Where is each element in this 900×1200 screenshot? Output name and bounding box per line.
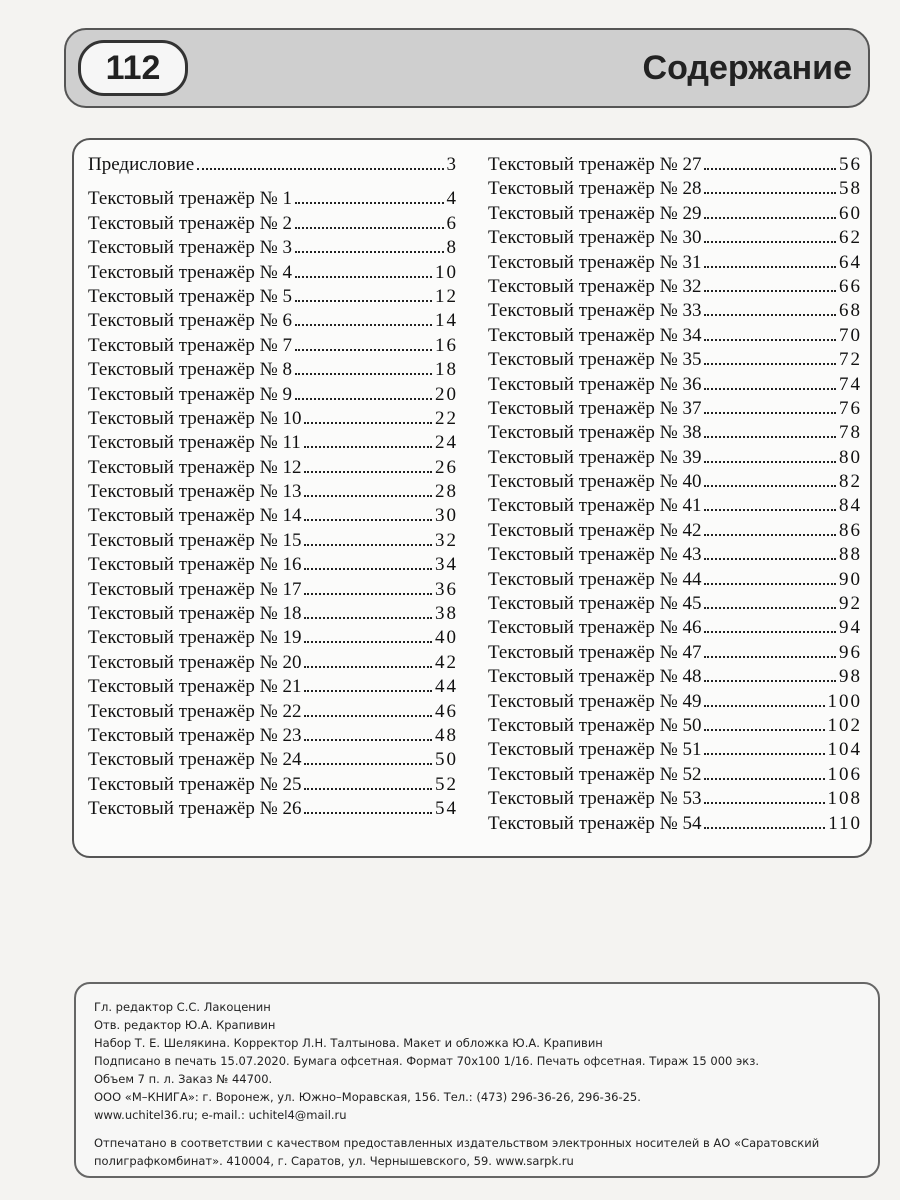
table-of-contents xyxy=(72,138,872,858)
toc-entry xyxy=(88,774,458,798)
toc-entry-title: Текстовый тренажёр № 4 xyxy=(88,261,292,283)
toc-entry-title: Текстовый тренажёр № 20 xyxy=(88,651,302,673)
toc-entry xyxy=(488,325,862,349)
toc-entry xyxy=(88,627,458,651)
toc-entry-title: Текстовый тренажёр № 50 xyxy=(488,714,702,736)
toc-entry xyxy=(488,300,862,324)
toc-dot-leader xyxy=(704,619,836,633)
toc-entry-page: 78 xyxy=(839,422,862,444)
toc-dot-leader xyxy=(704,766,824,780)
toc-entry-title: Текстовый тренажёр № 1 xyxy=(88,188,292,210)
toc-entry xyxy=(88,505,458,529)
toc-entry xyxy=(488,617,862,641)
toc-dot-leader xyxy=(704,400,836,414)
toc-entry-title: Текстовый тренажёр № 10 xyxy=(88,407,302,429)
toc-dot-leader xyxy=(304,654,432,668)
toc-entry-page: 64 xyxy=(839,251,862,273)
toc-entry-page: 26 xyxy=(435,456,458,478)
toc-entry-page: 100 xyxy=(827,690,862,712)
toc-entry-title: Текстовый тренажёр № 24 xyxy=(88,749,302,771)
toc-entry xyxy=(88,188,458,212)
toc-entry xyxy=(88,481,458,505)
toc-entry-title: Текстовый тренажёр № 54 xyxy=(488,812,702,834)
toc-dot-leader xyxy=(704,254,836,268)
toc-entry-page: 58 xyxy=(839,178,862,200)
toc-entry-page: 56 xyxy=(839,154,862,175)
toc-entry xyxy=(88,579,458,603)
toc-dot-leader xyxy=(704,644,836,658)
toc-entry xyxy=(88,408,458,432)
toc-entry xyxy=(488,691,862,715)
toc-entry-title: Текстовый тренажёр № 5 xyxy=(88,285,292,307)
toc-entry-title: Текстовый тренажёр № 34 xyxy=(488,324,702,346)
toc-entry-page: 10 xyxy=(435,261,458,283)
toc-entry-page: 32 xyxy=(435,529,458,551)
toc-entry xyxy=(488,227,862,251)
toc-entry-title: Текстовый тренажёр № 30 xyxy=(488,227,702,249)
toc-entry xyxy=(488,154,862,178)
imprint-volume: Объем 7 п. л. Заказ № 44700. xyxy=(94,1072,273,1086)
toc-entry-title: Текстовый тренажёр № 16 xyxy=(88,554,302,576)
imprint-resp-editor: Отв. редактор Ю.А. Крапивин xyxy=(94,1018,276,1032)
toc-entry-page: 86 xyxy=(839,519,862,541)
toc-entry-title: Текстовый тренажёр № 33 xyxy=(488,300,702,322)
toc-entry-title: Текстовый тренажёр № 40 xyxy=(488,471,702,493)
toc-entry xyxy=(88,154,458,178)
toc-dot-leader xyxy=(295,215,444,229)
toc-dot-leader xyxy=(304,703,432,717)
toc-entry xyxy=(488,276,862,300)
toc-entry-title: Текстовый тренажёр № 13 xyxy=(88,481,302,503)
toc-dot-leader xyxy=(295,288,432,302)
toc-entry xyxy=(488,495,862,519)
toc-entry-title: Текстовый тренажёр № 32 xyxy=(488,275,702,297)
toc-entry-page: 88 xyxy=(839,544,862,566)
toc-dot-leader xyxy=(704,424,836,438)
toc-dot-leader xyxy=(704,473,836,487)
toc-entry-page: 20 xyxy=(435,383,458,405)
toc-entry-title: Текстовый тренажёр № 44 xyxy=(488,568,702,590)
toc-entry-page: 46 xyxy=(435,700,458,722)
toc-dot-leader xyxy=(704,717,824,731)
toc-entry-page: 16 xyxy=(435,334,458,356)
toc-entry-page: 24 xyxy=(435,432,458,454)
toc-entry-title: Текстовый тренажёр № 2 xyxy=(88,212,292,234)
toc-entry-page: 72 xyxy=(839,349,862,371)
toc-dot-leader xyxy=(295,361,432,375)
toc-entry xyxy=(488,422,862,446)
toc-dot-leader xyxy=(304,776,432,790)
imprint-chief-editor: Гл. редактор С.С. Лакоценин xyxy=(94,1000,271,1014)
toc-entry xyxy=(488,739,862,763)
toc-entry-page: 28 xyxy=(435,481,458,503)
toc-entry-title: Текстовый тренажёр № 36 xyxy=(488,373,702,395)
toc-entry-title: Текстовый тренажёр № 51 xyxy=(488,739,702,761)
toc-entry-page: 3 xyxy=(446,154,458,175)
toc-entry-page: 70 xyxy=(839,324,862,346)
toc-entry xyxy=(88,432,458,456)
toc-entry-title: Текстовый тренажёр № 28 xyxy=(488,178,702,200)
toc-dot-leader xyxy=(295,386,432,400)
toc-entry-page: 36 xyxy=(435,578,458,600)
toc-entry-page: 42 xyxy=(435,651,458,673)
toc-dot-leader xyxy=(704,449,836,463)
toc-entry xyxy=(88,603,458,627)
toc-entry xyxy=(488,398,862,422)
toc-dot-leader xyxy=(704,497,836,511)
toc-entry xyxy=(88,359,458,383)
toc-entry-page: 4 xyxy=(446,188,458,210)
toc-entry xyxy=(88,798,458,822)
toc-dot-leader xyxy=(704,668,836,682)
toc-entry-title: Текстовый тренажёр № 9 xyxy=(88,383,292,405)
toc-dot-leader xyxy=(704,595,836,609)
toc-entry xyxy=(88,237,458,261)
toc-entry-page: 60 xyxy=(839,202,862,224)
toc-dot-leader xyxy=(704,790,824,804)
toc-entry-page: 30 xyxy=(435,505,458,527)
toc-entry-title: Текстовый тренажёр № 6 xyxy=(88,310,292,332)
toc-dot-leader xyxy=(304,532,432,546)
toc-dot-leader xyxy=(704,278,836,292)
toc-dot-leader xyxy=(304,581,432,595)
imprint-box xyxy=(74,982,880,1178)
toc-entry-title: Текстовый тренажёр № 48 xyxy=(488,666,702,688)
toc-entry xyxy=(88,530,458,554)
toc-dot-leader xyxy=(197,156,443,170)
toc-entry-page: 22 xyxy=(435,407,458,429)
toc-entry-title: Текстовый тренажёр № 47 xyxy=(488,641,702,663)
toc-column-left xyxy=(88,154,458,823)
page-title: Содержание xyxy=(642,49,852,87)
imprint-staff: Набор Т. Е. Шелякина. Корректор Л.Н. Талтынова. Макет и обложка Ю.А. Крапивин xyxy=(94,1036,603,1050)
toc-dot-leader xyxy=(304,483,432,497)
toc-dot-leader xyxy=(704,741,824,755)
toc-dot-leader xyxy=(704,229,836,243)
toc-dot-leader xyxy=(704,156,836,170)
toc-entry-page: 14 xyxy=(435,310,458,332)
toc-dot-leader xyxy=(295,264,432,278)
toc-entry xyxy=(488,447,862,471)
toc-dot-leader xyxy=(304,434,432,448)
toc-entry-title: Текстовый тренажёр № 17 xyxy=(88,578,302,600)
toc-entry-page: 44 xyxy=(435,676,458,698)
toc-entry xyxy=(88,676,458,700)
header-bar xyxy=(64,28,870,108)
toc-entry-title: Текстовый тренажёр № 38 xyxy=(488,422,702,444)
toc-entry-title: Текстовый тренажёр № 45 xyxy=(488,593,702,615)
toc-entry-title: Текстовый тренажёр № 52 xyxy=(488,763,702,785)
toc-entry xyxy=(488,715,862,739)
toc-entry xyxy=(88,213,458,237)
toc-dot-leader xyxy=(704,522,836,536)
toc-dot-leader xyxy=(304,459,432,473)
toc-dot-leader xyxy=(295,337,432,351)
toc-entry-page: 90 xyxy=(839,568,862,590)
toc-entry-title: Текстовый тренажёр № 22 xyxy=(88,700,302,722)
toc-entry-page: 80 xyxy=(839,446,862,468)
toc-entry-title: Текстовый тренажёр № 31 xyxy=(488,251,702,273)
toc-dot-leader xyxy=(704,376,836,390)
toc-entry xyxy=(88,335,458,359)
toc-dot-leader xyxy=(295,312,432,326)
toc-dot-leader xyxy=(704,205,836,219)
toc-entry xyxy=(488,642,862,666)
toc-dot-leader xyxy=(304,800,432,814)
toc-dot-leader xyxy=(704,546,836,560)
toc-entry-title: Текстовый тренажёр № 49 xyxy=(488,690,702,712)
toc-entry-page: 110 xyxy=(828,812,862,834)
toc-dot-leader xyxy=(704,815,825,829)
toc-entry xyxy=(88,749,458,773)
toc-entry-title: Текстовый тренажёр № 25 xyxy=(88,773,302,795)
toc-entry-page: 82 xyxy=(839,471,862,493)
toc-entry xyxy=(488,520,862,544)
toc-entry-page: 38 xyxy=(435,603,458,625)
toc-entry-title: Текстовый тренажёр № 18 xyxy=(88,603,302,625)
toc-entry xyxy=(488,178,862,202)
toc-dot-leader xyxy=(704,351,836,365)
toc-entry xyxy=(88,725,458,749)
toc-entry-page: 6 xyxy=(446,212,458,234)
toc-entry-page: 12 xyxy=(435,285,458,307)
toc-entry-page: 98 xyxy=(839,666,862,688)
toc-entry xyxy=(488,374,862,398)
toc-entry xyxy=(488,764,862,788)
toc-entry-page: 102 xyxy=(827,714,862,736)
toc-entry-title: Текстовый тренажёр № 29 xyxy=(488,202,702,224)
toc-entry-page: 54 xyxy=(435,798,458,820)
toc-entry-title: Текстовый тренажёр № 39 xyxy=(488,446,702,468)
toc-entry-title: Текстовый тренажёр № 41 xyxy=(488,495,702,517)
toc-entry-page: 68 xyxy=(839,300,862,322)
toc-dot-leader xyxy=(304,605,432,619)
toc-entry-page: 106 xyxy=(827,763,862,785)
toc-entry xyxy=(88,262,458,286)
toc-dot-leader xyxy=(704,571,836,585)
toc-entry-page: 8 xyxy=(446,237,458,259)
toc-entry xyxy=(88,554,458,578)
imprint-signed: Подписано в печать 15.07.2020. Бумага офсетная. Формат 70x100 1/16. Печать офсетная. Тираж 15 000 экз. xyxy=(94,1054,760,1068)
toc-entry-page: 104 xyxy=(827,739,862,761)
toc-entry-page: 108 xyxy=(827,788,862,810)
toc-entry-title: Текстовый тренажёр № 19 xyxy=(88,627,302,649)
toc-entry-title: Текстовый тренажёр № 43 xyxy=(488,544,702,566)
toc-entry xyxy=(488,203,862,227)
toc-entry-title: Текстовый тренажёр № 3 xyxy=(88,237,292,259)
toc-entry-page: 62 xyxy=(839,227,862,249)
toc-entry xyxy=(488,569,862,593)
toc-dot-leader xyxy=(704,180,836,194)
toc-dot-leader xyxy=(304,410,432,424)
imprint-publisher: ООО «М–КНИГА»: г. Воронеж, ул. Южно–Моравская, 156. Тел.: (473) 296-36-26, 296-36-25. xyxy=(94,1090,641,1104)
toc-dot-leader xyxy=(304,556,432,570)
toc-entry xyxy=(88,701,458,725)
toc-dot-leader xyxy=(304,629,432,643)
toc-entry-title: Текстовый тренажёр № 37 xyxy=(488,397,702,419)
toc-entry-page: 40 xyxy=(435,627,458,649)
toc-entry xyxy=(488,471,862,495)
toc-entry-title: Текстовый тренажёр № 12 xyxy=(88,456,302,478)
toc-entry-title: Текстовый тренажёр № 27 xyxy=(488,154,702,175)
toc-entry xyxy=(488,544,862,568)
imprint-web: www.uchitel36.ru; e-mail.: uchitel4@mail.ru xyxy=(94,1108,347,1122)
toc-entry xyxy=(488,788,862,812)
toc-entry xyxy=(488,252,862,276)
toc-entry-page: 84 xyxy=(839,495,862,517)
toc-entry-title: Текстовый тренажёр № 42 xyxy=(488,519,702,541)
toc-entry-title: Предисловие xyxy=(88,154,195,175)
toc-entry xyxy=(488,349,862,373)
toc-entry-title: Текстовый тренажёр № 26 xyxy=(88,798,302,820)
imprint-printed-2: полиграфкомбинат». 410004, г. Саратов, ул. Чернышевского, 59. www.sarpk.ru xyxy=(94,1154,574,1168)
toc-entry-title: Текстовый тренажёр № 35 xyxy=(488,349,702,371)
toc-entry xyxy=(88,384,458,408)
toc-dot-leader xyxy=(295,190,444,204)
toc-entry-page: 52 xyxy=(435,773,458,795)
toc-entry-title: Текстовый тренажёр № 15 xyxy=(88,529,302,551)
toc-dot-leader xyxy=(704,327,836,341)
toc-dot-leader xyxy=(304,678,432,692)
toc-dot-leader xyxy=(304,751,432,765)
toc-dot-leader xyxy=(304,507,432,521)
toc-entry-page: 94 xyxy=(839,617,862,639)
imprint-printed-1: Отпечатано в соответствии с качеством предоставленных издательством электронных носителей в АО «Саратовский xyxy=(94,1136,820,1150)
toc-entry-page: 50 xyxy=(435,749,458,771)
toc-entry xyxy=(488,813,862,837)
toc-entry-page: 34 xyxy=(435,554,458,576)
toc-entry xyxy=(488,666,862,690)
toc-dot-leader xyxy=(295,239,444,253)
toc-entry-title: Текстовый тренажёр № 53 xyxy=(488,788,702,810)
toc-column-right xyxy=(488,154,862,837)
toc-entry xyxy=(88,457,458,481)
toc-entry-page: 18 xyxy=(435,359,458,381)
toc-dot-leader xyxy=(304,727,432,741)
toc-entry-title: Текстовый тренажёр № 14 xyxy=(88,505,302,527)
toc-dot-leader xyxy=(704,693,824,707)
toc-entry-page: 74 xyxy=(839,373,862,395)
toc-entry-page: 48 xyxy=(435,724,458,746)
toc-entry-title: Текстовый тренажёр № 46 xyxy=(488,617,702,639)
toc-entry-page: 96 xyxy=(839,641,862,663)
toc-entry-title: Текстовый тренажёр № 21 xyxy=(88,676,302,698)
toc-entry-title: Текстовый тренажёр № 23 xyxy=(88,724,302,746)
page-number: 112 xyxy=(78,40,188,96)
toc-entry xyxy=(88,310,458,334)
toc-entry-page: 66 xyxy=(839,275,862,297)
toc-entry-title: Текстовый тренажёр № 11 xyxy=(88,432,301,454)
toc-dot-leader xyxy=(704,302,836,316)
toc-entry xyxy=(488,593,862,617)
toc-entry xyxy=(88,652,458,676)
toc-entry-title: Текстовый тренажёр № 7 xyxy=(88,334,292,356)
toc-entry-page: 76 xyxy=(839,397,862,419)
toc-entry xyxy=(88,286,458,310)
toc-entry-title: Текстовый тренажёр № 8 xyxy=(88,359,292,381)
toc-entry-page: 92 xyxy=(839,593,862,615)
